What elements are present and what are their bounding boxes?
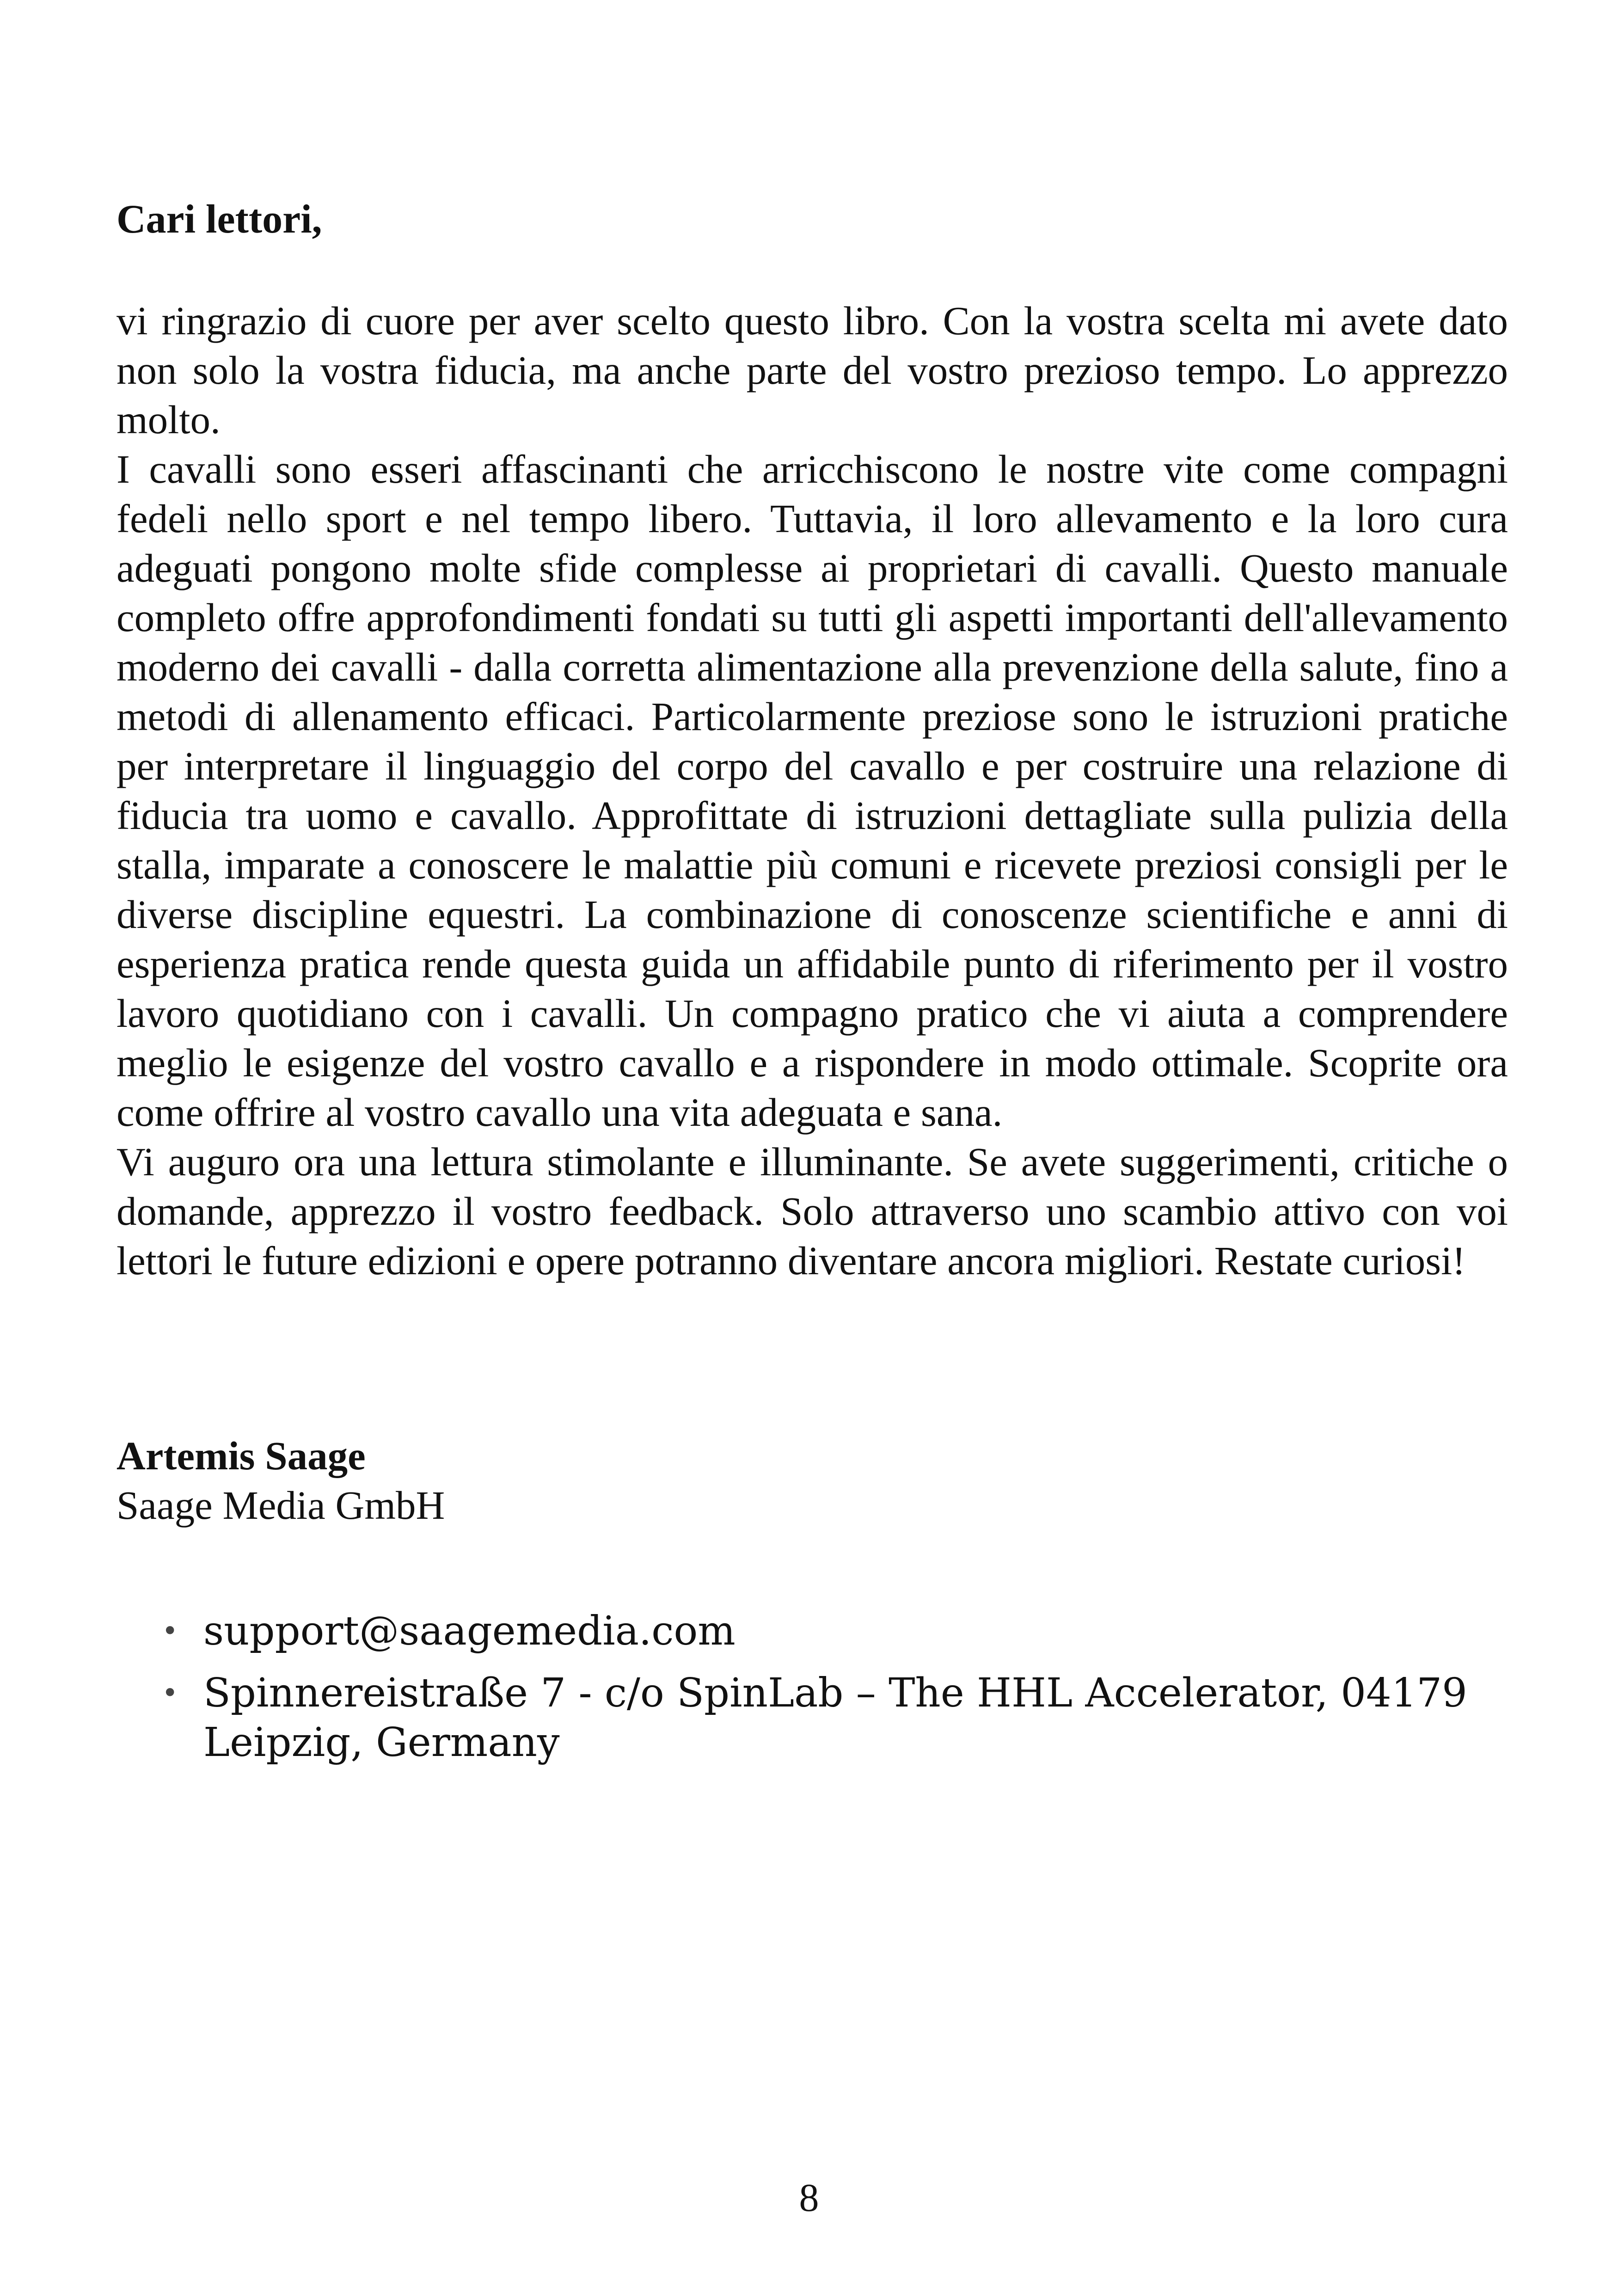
letter-body: [116, 296, 1508, 1285]
bullet-icon: •: [162, 1615, 178, 1647]
company-name: Saage Media GmbH: [116, 1483, 445, 1528]
contact-list: [116, 1607, 1503, 1768]
contact-email-item: [116, 1607, 1503, 1656]
contact-address: Spinnereistraße 7 - c/o SpinLab – The HHL Accelerator, 04179 Leipzig, Germany: [203, 1670, 1467, 1766]
contact-email[interactable]: support@saagemedia.com: [203, 1608, 735, 1654]
paragraph-book-description: I cavalli sono esseri affascinanti che arricchiscono le nostre vite come compagni fedeli nello sport e nel tempo libero. Tuttavia, il loro allevamento e la loro cura adeguati pongono molte sfide complesse ai proprietari di cavalli. Questo manuale completo offre approfondimenti fondati su tutti gli aspetti importanti dell'allevamento moderno dei cavalli - dalla corretta alimentazione alla prevenzione della salute, fino a metodi di allenamento efficaci. Particolarmente preziose sono le istruzioni pratiche per interpretare il linguaggio del corpo del cavallo e per costruire una relazione di fiducia tra uomo e cavallo. Approfittate di istruzioni dettagliate sulla pulizia della stalla, imparate a conoscere le malattie più comuni e ricevete preziosi consigli per le diverse discipline equestri. La combinazione di conoscenze scientifiche e anni di esperienza pratica rende questa guida un affidabile punto di riferimento per il vostro lavoro quotidiano con i cavalli. Un compagno pratico che vi aiuta a comprendere meglio le esigenze del vostro cavallo e a rispondere in modo ottimale. Scoprite ora come offrire al vostro cavallo una vita adeguata e sana.: [116, 447, 1508, 1135]
signature-block: [116, 1431, 445, 1530]
author-name: Artemis Saage: [116, 1433, 366, 1478]
page-number: 8: [799, 2175, 819, 2220]
bullet-icon: •: [162, 1677, 178, 1709]
contact-address-item: [116, 1669, 1503, 1768]
paragraph-thanks: vi ringrazio di cuore per aver scelto questo libro. Con la vostra scelta mi avete dato non solo la vostra fiducia, ma anche parte del vostro prezioso tempo. Lo apprezzo molto.: [116, 298, 1508, 442]
letter-salutation: Cari lettori,: [116, 197, 322, 242]
paragraph-closing: Vi auguro ora una lettura stimolante e illuminante. Se avete suggerimenti, critiche o domande, apprezzo il vostro feedback. Solo attraverso uno scambio attivo con voi lettori le future edizioni e opere potranno diventare ancora migliori. Restate curiosi!: [116, 1139, 1508, 1283]
